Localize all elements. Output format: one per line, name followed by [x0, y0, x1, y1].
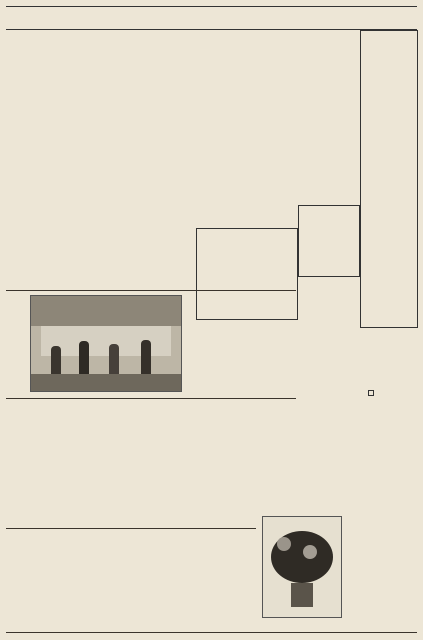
article-body-3	[72, 62, 116, 182]
article-body-4	[6, 155, 66, 255]
evening-box	[196, 228, 298, 320]
masthead	[360, 30, 418, 330]
rule-h3	[6, 528, 256, 529]
article-body-2	[6, 62, 66, 152]
article-body-1	[160, 62, 256, 222]
rule-bottom	[6, 632, 417, 633]
article-body-8	[126, 430, 154, 520]
header-strip	[6, 6, 417, 30]
staff-box	[298, 205, 360, 277]
registration-photo	[30, 295, 182, 392]
article-body-5	[188, 410, 228, 530]
article-body-6	[6, 400, 76, 520]
article-body-7	[300, 290, 362, 450]
rule-h1	[6, 290, 296, 291]
rule-h2	[6, 398, 296, 399]
flower-sub	[368, 390, 374, 396]
flower-photo	[262, 516, 342, 618]
article-body-9	[201, 235, 247, 313]
